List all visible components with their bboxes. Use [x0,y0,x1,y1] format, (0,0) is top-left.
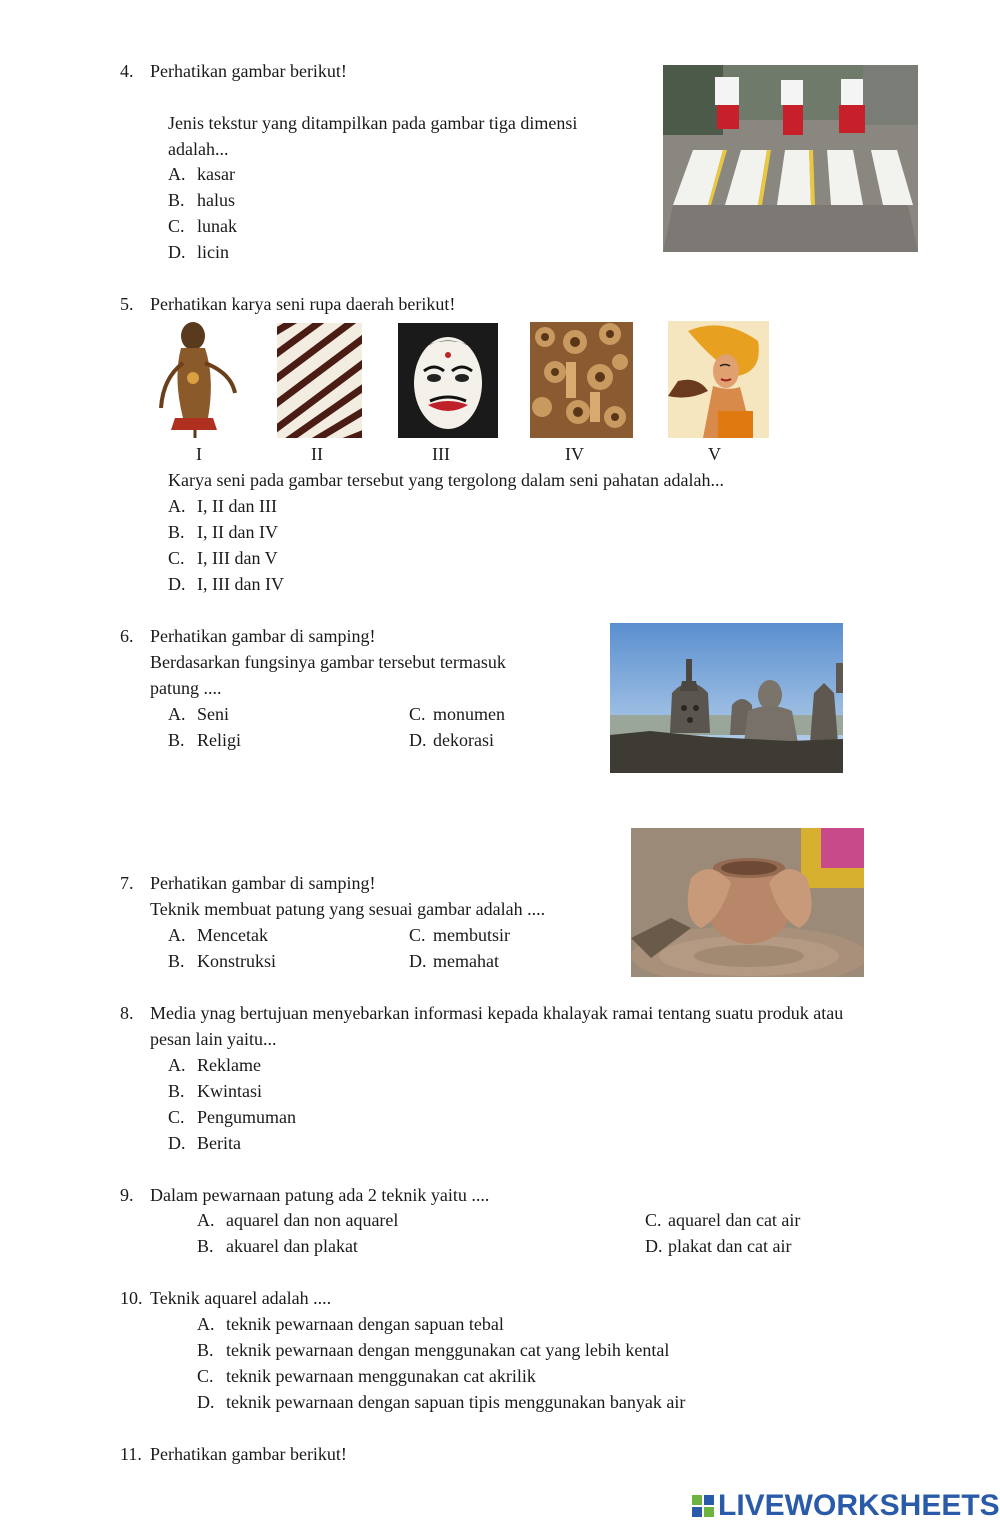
q5-option-a[interactable]: I, II dan III [197,496,277,516]
q5-image-label-2: II [311,444,323,464]
q9-option-d-letter: D. [645,1236,663,1256]
q6-option-d-letter: D. [409,730,427,750]
q9-option-a-letter: A. [197,1210,215,1230]
zebra-crossing-3d-photo [663,65,918,252]
q9-option-a[interactable]: aquarel dan non aquarel [226,1210,399,1230]
q7-option-d-letter: D. [409,951,427,971]
q5-image-label-3: III [432,444,450,464]
q6-number: 6. [120,626,134,646]
q9-option-c-letter: C. [645,1210,662,1230]
q10-option-c-letter: C. [197,1366,214,1386]
q5-option-b[interactable]: I, II dan IV [197,522,278,542]
q6-option-a[interactable]: Seni [197,704,230,724]
q10-option-a[interactable]: teknik pewarnaan dengan sapuan tebal [226,1314,504,1334]
q6-option-b-letter: B. [168,730,185,750]
q4-option-c[interactable]: lunak [197,216,237,236]
q5-image-label-4: IV [565,444,584,464]
painting-woman-image [668,321,769,438]
q11-number: 11. [120,1444,142,1464]
liveworksheets-wordmark: LIVEWORKSHEETS [718,1489,1000,1522]
q7-option-d[interactable]: memahat [433,951,499,971]
q5-option-c-letter: C. [168,548,185,568]
q8-option-c[interactable]: Pengumuman [197,1107,296,1127]
q4-number: 4. [120,61,134,81]
q4-option-b[interactable]: halus [197,190,235,210]
q5-option-d-letter: D. [168,574,186,594]
q9-option-b-letter: B. [197,1236,214,1256]
q10-question-line1: Teknik aquarel adalah .... [150,1288,332,1308]
q8-option-d[interactable]: Berita [197,1133,241,1153]
q8-option-a-letter: A. [168,1055,186,1075]
q9-question-line1: Dalam pewarnaan patung ada 2 teknik yaitu .... [150,1185,490,1205]
pottery-wheel-photo [631,828,864,977]
borobudur-stupa-photo [610,623,843,773]
q8-option-a[interactable]: Reklame [197,1055,261,1075]
q7-prompt: Perhatikan gambar di samping! [150,873,376,893]
q10-option-c[interactable]: teknik pewarnaan menggunakan cat akrilik [226,1366,536,1386]
q9-option-b[interactable]: akuarel dan plakat [226,1236,358,1256]
q4-question-line2: adalah... [168,139,229,159]
q5-image-label-1: I [196,444,202,464]
q7-option-a-letter: A. [168,925,186,945]
q8-option-d-letter: D. [168,1133,186,1153]
q8-option-b[interactable]: Kwintasi [197,1081,262,1101]
q7-option-c-letter: C. [409,925,426,945]
q5-question: Karya seni pada gambar tersebut yang tergolong dalam seni pahatan adalah... [168,470,724,490]
q4-prompt: Perhatikan gambar berikut! [150,61,347,81]
q4-option-a-letter: A. [168,164,186,184]
q6-option-d[interactable]: dekorasi [433,730,494,750]
q7-question-line1: Teknik membuat patung yang sesuai gambar adalah .... [150,899,546,919]
q4-question-line1: Jenis tekstur yang ditampilkan pada gambar tiga dimensi [168,113,578,133]
q7-option-a[interactable]: Mencetak [197,925,268,945]
q4-option-b-letter: B. [168,190,185,210]
q5-number: 5. [120,294,134,314]
batik-pattern-image [277,323,362,438]
q7-option-c[interactable]: membutsir [433,925,510,945]
q8-option-c-letter: C. [168,1107,185,1127]
q8-number: 8. [120,1003,134,1023]
liveworksheets-logo [692,1488,1000,1524]
q4-option-d[interactable]: licin [197,242,229,262]
q5-option-a-letter: A. [168,496,186,516]
q4-option-c-letter: C. [168,216,185,236]
q10-option-d-letter: D. [197,1392,215,1412]
q6-question-line2: patung .... [150,678,222,698]
q5-image-label-5: V [708,444,721,464]
wood-carving-image [530,322,633,438]
q8-question-line1: Media ynag bertujuan menyebarkan informasi kepada khalayak ramai tentang suatu produk atau [150,1003,844,1023]
q9-number: 9. [120,1185,134,1205]
wayang-kulit-image [153,318,240,438]
q4-option-d-letter: D. [168,242,186,262]
q5-option-b-letter: B. [168,522,185,542]
q7-option-b[interactable]: Konstruksi [197,951,277,971]
q9-option-c[interactable]: aquarel dan cat air [668,1210,801,1230]
q6-prompt: Perhatikan gambar di samping! [150,626,376,646]
q9-option-d[interactable]: plakat dan cat air [668,1236,792,1256]
q5-option-d[interactable]: I, III dan IV [197,574,284,594]
q10-option-a-letter: A. [197,1314,215,1334]
q7-option-b-letter: B. [168,951,185,971]
q6-question-line1: Berdasarkan fungsinya gambar tersebut termasuk [150,652,506,672]
q5-option-c[interactable]: I, III dan V [197,548,278,568]
topeng-mask-image [398,323,498,438]
q4-option-a[interactable]: kasar [197,164,235,184]
q5-prompt: Perhatikan karya seni rupa daerah berikut! [150,294,456,314]
q8-option-b-letter: B. [168,1081,185,1101]
q6-option-c-letter: C. [409,704,426,724]
q6-option-b[interactable]: Religi [197,730,241,750]
liveworksheets-grid-icon [692,1495,714,1517]
q8-question-line2: pesan lain yaitu... [150,1029,277,1049]
q10-number: 10. [120,1288,143,1308]
q6-option-a-letter: A. [168,704,186,724]
q10-option-d[interactable]: teknik pewarnaan dengan sapuan tipis menggunakan banyak air [226,1392,686,1412]
q11-prompt: Perhatikan gambar berikut! [150,1444,347,1464]
q10-option-b[interactable]: teknik pewarnaan dengan menggunakan cat yang lebih kental [226,1340,670,1360]
q10-option-b-letter: B. [197,1340,214,1360]
q7-number: 7. [120,873,134,893]
q6-option-c[interactable]: monumen [433,704,505,724]
